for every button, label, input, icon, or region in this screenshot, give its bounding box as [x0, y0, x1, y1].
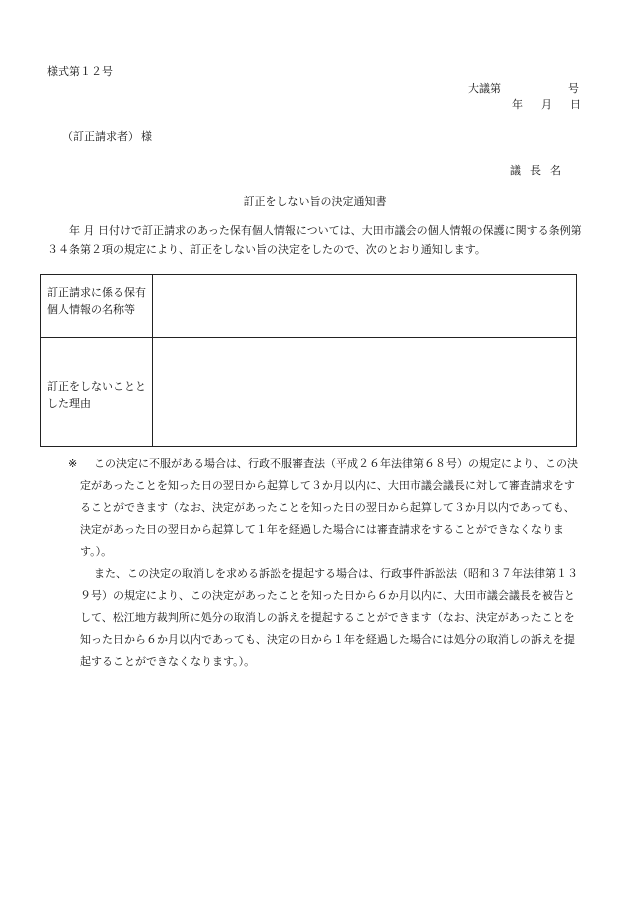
- note-mark: ※: [68, 457, 78, 470]
- note-paragraph-appeal: この決定に不服がある場合は、行政不服審査法（平成２６年法律第６８号）の規定により、この決定があったことを知った日の翌日から起算して３か月以内に、大田市議会議長に対して審査請求をすることができます（なお、決定があったことを知った日の翌日から起算して３か月以内であっても、決定があった日の翌日から起算して１年を経過した場合には審査請求をすることができなくなります。）。: [80, 457, 578, 558]
- table-value-info-name: [153, 275, 577, 338]
- document-title: 訂正をしない旨の決定通知書: [243, 195, 387, 208]
- document-number-suffix: 号: [568, 82, 579, 95]
- table-row: [41, 338, 577, 447]
- note-paragraph-lawsuit: また、この決定の取消しを求める訴訟を提起する場合は、行政事件訴訟法（昭和３７年法律第１３９号）の規定により、この決定があったことを知った日から６か月以内に、大田市議会議長を被告として、松江地方裁判所に処分の取消しの訴えを提起することができます（なお、決定があったことを知った日から６か月以内であっても、決定の日から１年を経過した場合には処分の取消しの訴えを提起することができなくなります。）。: [80, 567, 578, 668]
- table-row: [41, 275, 577, 338]
- form-number: 様式第１２号: [47, 65, 113, 78]
- recipient-name: （訂正請求者）: [62, 130, 139, 143]
- info-table: [40, 274, 577, 447]
- document-number-label: 大議第: [468, 82, 501, 95]
- table-label-info-name: 訂正請求に係る保有個人情報の名称等: [41, 275, 153, 338]
- date-month: 月: [541, 98, 552, 111]
- date-day: 日: [570, 98, 581, 111]
- table-label-reason: 訂正をしないこととした理由: [41, 338, 153, 447]
- recipient-honorific: 様: [141, 130, 152, 143]
- notes-section: [68, 453, 582, 673]
- table-value-reason: [153, 338, 577, 447]
- intro-paragraph: 年 月 日付けで訂正請求のあった保有個人情報については、大田市議会の個人情報の保護に関する条例第３４条第２項の規定により、訂正をしない旨の決定をしたので、次のとおり通知します。: [47, 224, 582, 256]
- date-line: [512, 96, 581, 112]
- sender-title: 議長名: [510, 164, 570, 177]
- date-year: 年: [512, 98, 523, 111]
